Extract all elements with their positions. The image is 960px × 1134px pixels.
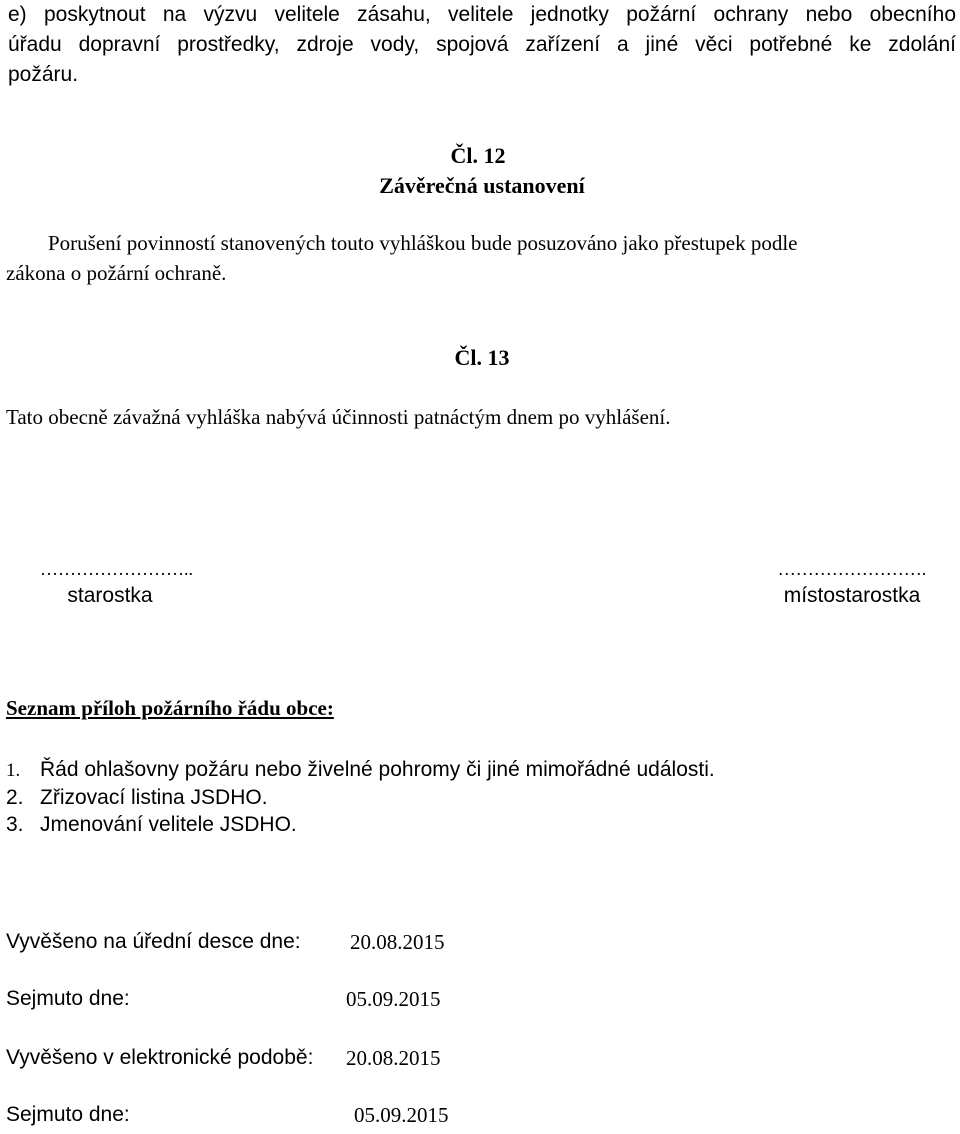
signature-role-right: místostarostka xyxy=(783,584,921,607)
removed-label-electronic: Sejmuto dne: xyxy=(6,1103,130,1126)
signature-role-left: starostka xyxy=(67,584,153,607)
signature-starostka xyxy=(40,559,193,608)
attachments-list xyxy=(6,756,715,838)
removed-label-noticeboard: Sejmuto dne: xyxy=(6,987,130,1010)
article-13-text: Tato obecně závažná vyhláška nabývá účinnosti patnáctým dnem po vyhlášení. xyxy=(6,405,671,429)
list-item-text: Jmenování velitele JSDHO. xyxy=(40,813,297,836)
attachments-title: Seznam příloh požárního řádu obce: xyxy=(6,696,334,720)
list-item-text: Zřizovací listina JSDHO. xyxy=(40,786,268,809)
list-item-number: 2. xyxy=(6,786,24,809)
list-item xyxy=(6,784,715,811)
article-13-number: Čl. 13 xyxy=(454,345,510,370)
list-item-number: 1. xyxy=(6,760,21,781)
removed-value-noticeboard: 05.09.2015 xyxy=(346,987,441,1011)
posting-label-electronic: Vyvěšeno v elektronické podobě: xyxy=(6,1046,314,1069)
paragraph-e-line-1: e) poskytnout na výzvu velitele zásahu, velitele jednotky požární ochrany nebo obecního xyxy=(8,3,956,26)
article-12-text-line-1: Porušení povinností stanovených touto vyhláškou bude posuzováno jako přestupek podle xyxy=(48,231,798,255)
posting-value-noticeboard: 20.08.2015 xyxy=(350,930,445,954)
article-12-title: Závěrečná ustanovení xyxy=(379,173,585,198)
signature-line-right: ……………………. xyxy=(777,559,927,579)
signature-mistostarostka xyxy=(752,560,952,608)
list-item-number: 3. xyxy=(6,813,24,836)
list-item-text: Řád ohlašovny požáru nebo živelné pohromy či jiné mimořádné události. xyxy=(40,758,715,781)
removed-value-electronic: 05.09.2015 xyxy=(354,1103,449,1127)
posting-label-noticeboard: Vyvěšeno na úřední desce dne: xyxy=(6,930,301,953)
paragraph-e-line-2: úřadu dopravní prostředky, zdroje vody, spojová zařízení a jiné věci potřebné ke zdolání xyxy=(8,33,956,56)
posting-value-electronic: 20.08.2015 xyxy=(346,1046,441,1070)
paragraph-e xyxy=(8,0,956,90)
list-item xyxy=(6,756,715,784)
article-12-text-line-2: zákona o požární ochraně. xyxy=(6,261,227,285)
article-12-number: Čl. 12 xyxy=(450,143,506,168)
list-item xyxy=(6,811,715,838)
paragraph-e-line-3: požáru. xyxy=(8,63,79,86)
signature-line-left: …………………….. xyxy=(40,559,193,579)
